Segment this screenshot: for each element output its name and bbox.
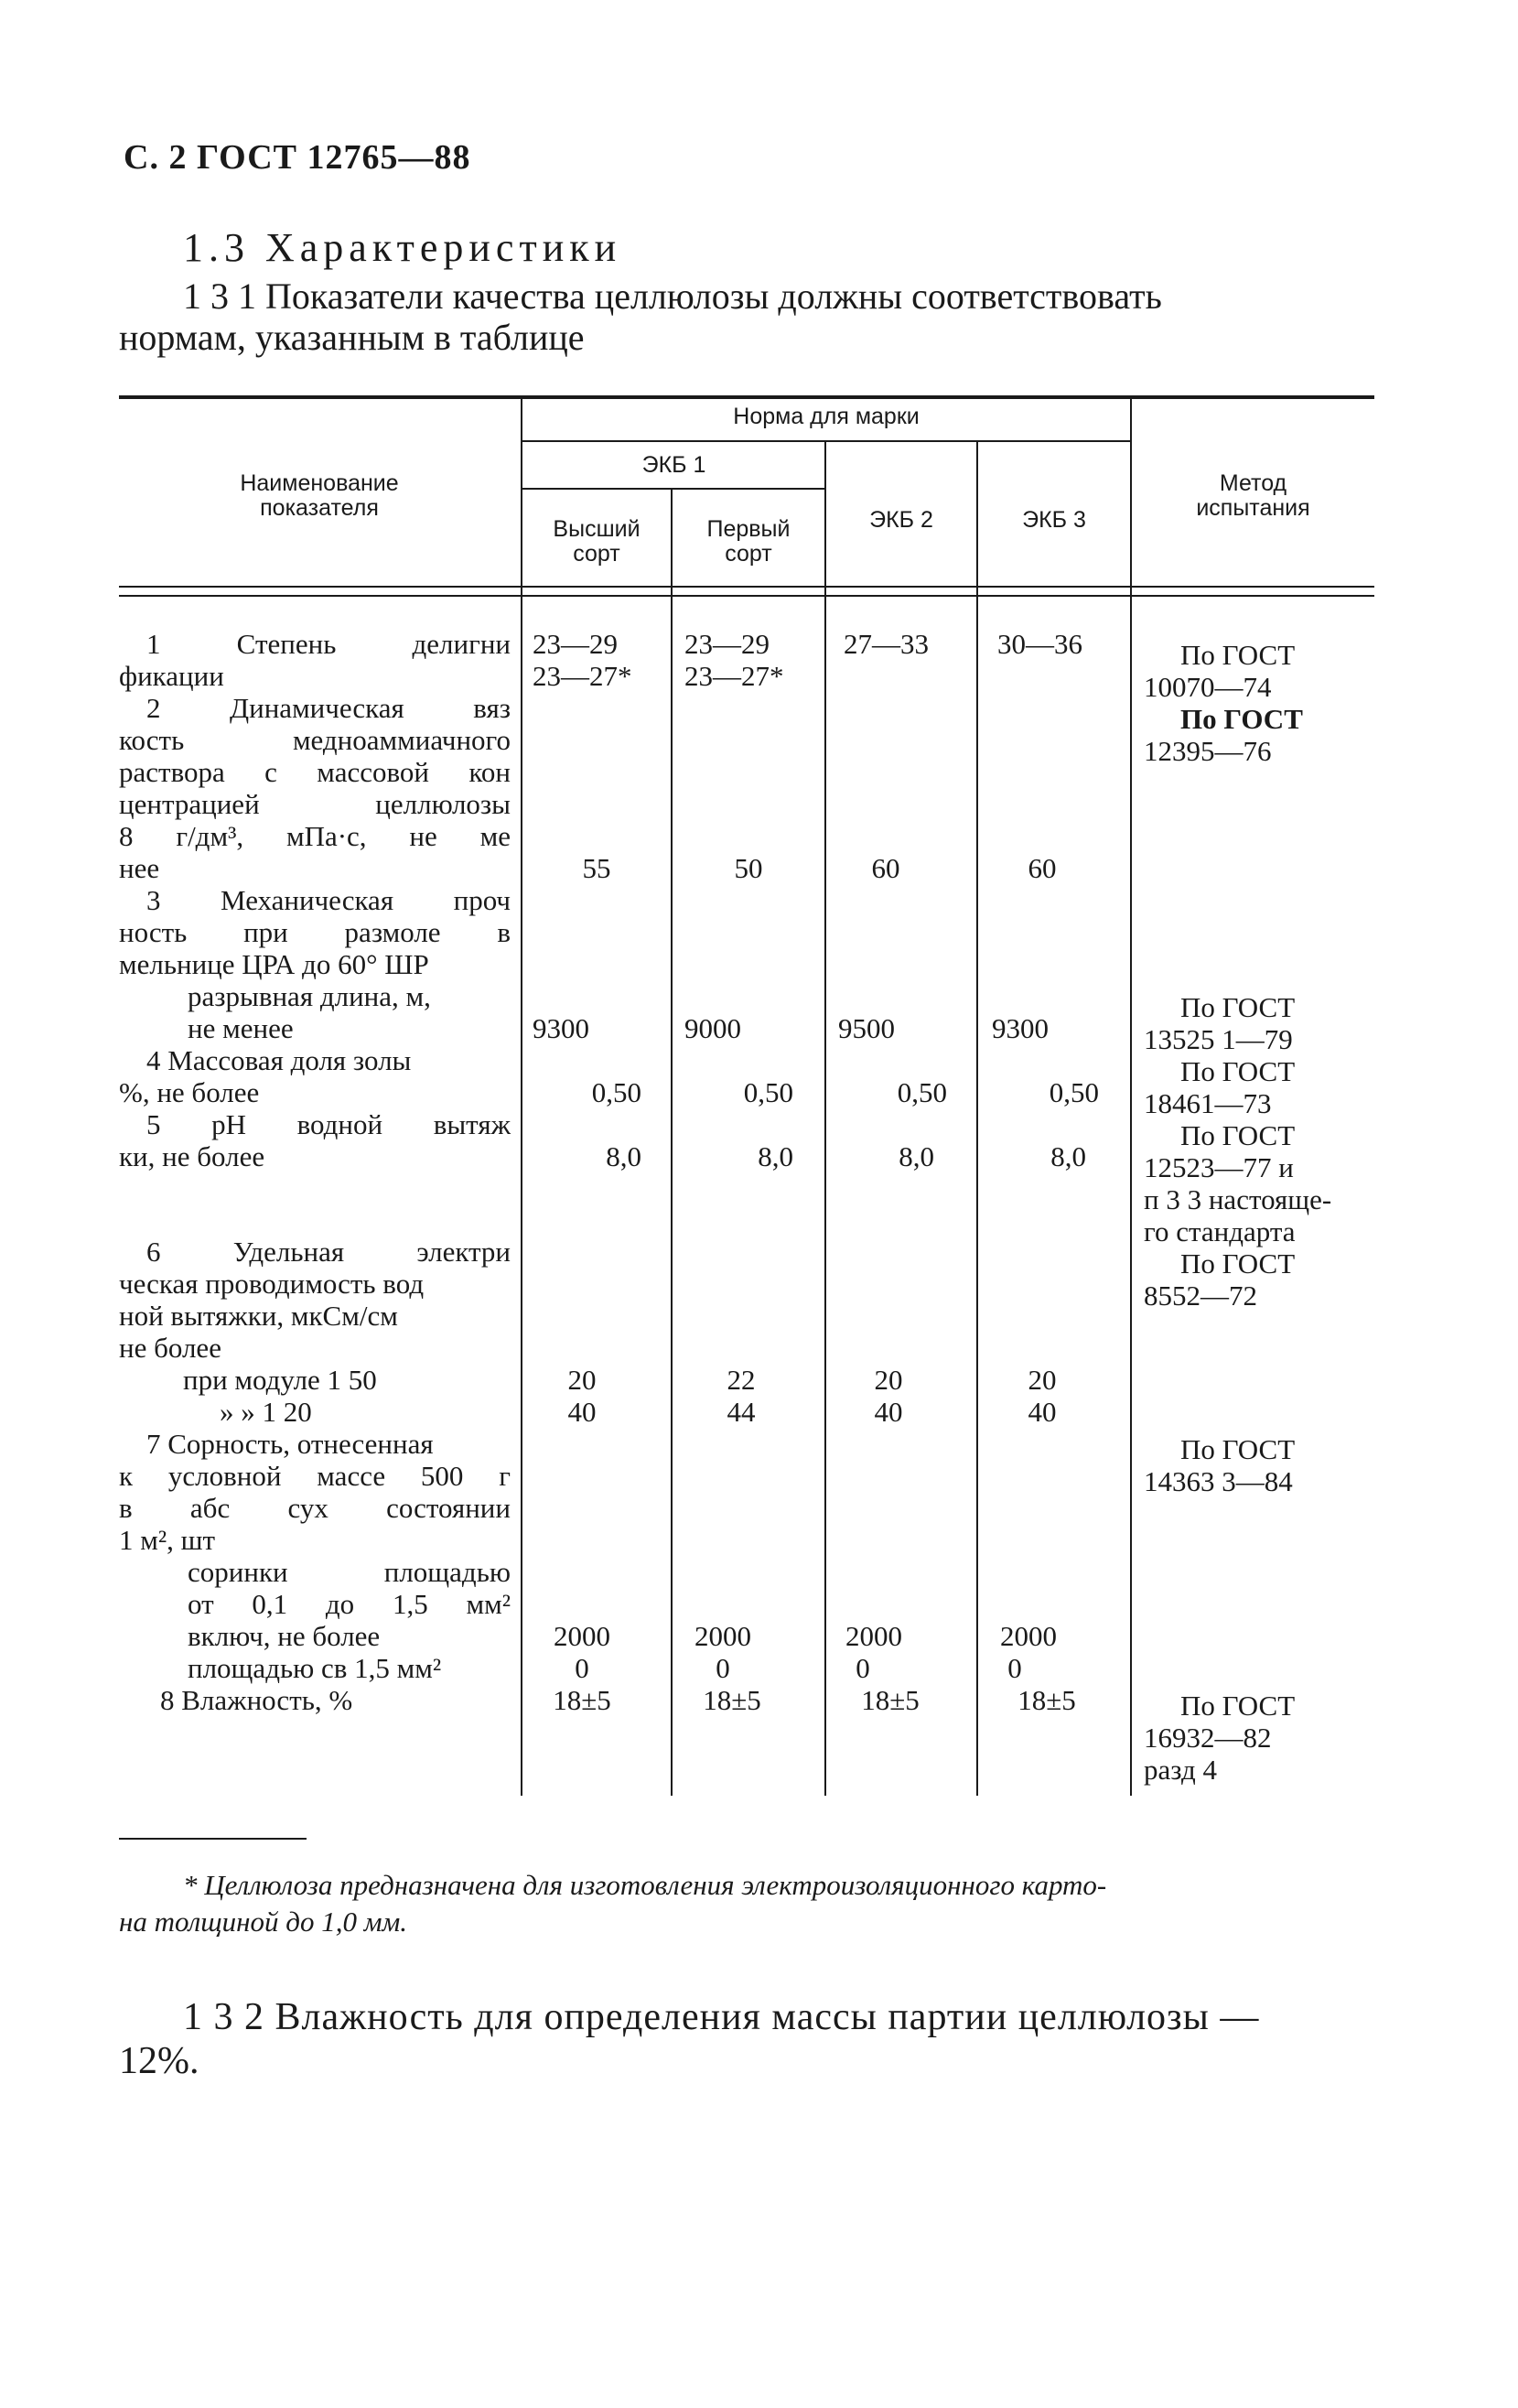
- header-norm: Норма для марки: [733, 404, 920, 429]
- value-cell: 2000: [694, 1620, 751, 1652]
- method-line: 13525 1—79: [1144, 1023, 1293, 1055]
- method-line: По ГОСТ: [1180, 1690, 1296, 1722]
- value-cell: 44: [727, 1396, 756, 1428]
- header-ekb3: ЭКБ 3: [1022, 507, 1086, 533]
- value-cell: 40: [874, 1396, 903, 1428]
- value-cell: 18±5: [861, 1684, 920, 1716]
- intro-line-1: 1 3 1 Показатели качества целлюлозы должны соответствовать: [183, 275, 1162, 317]
- name-line: площадью св 1,5 мм²: [188, 1652, 442, 1684]
- value-cell: 9300: [992, 1012, 1049, 1044]
- name-line: нее: [119, 852, 160, 884]
- method-line: По ГОСТ: [1180, 1247, 1296, 1280]
- name-line: от 0,1 до 1,5 мм²: [188, 1588, 511, 1620]
- value-cell: 18±5: [1017, 1684, 1076, 1716]
- name-line: при модуле 1 50: [183, 1364, 377, 1396]
- header-rule-1: [119, 586, 1374, 588]
- name-line: не более: [119, 1332, 221, 1364]
- value-cell: 0,50: [743, 1076, 793, 1108]
- header-rule-2: [119, 595, 1374, 597]
- value-cell: 23—29: [684, 628, 770, 660]
- name-line: 8 Влажность, %: [160, 1684, 353, 1716]
- method-line: разд 4: [1144, 1754, 1217, 1786]
- footnote-line-2: на толщиной до 1,0 мм.: [119, 1906, 408, 1938]
- header-top-grade: Высший сорт: [553, 516, 641, 567]
- value-cell: 8,0: [606, 1140, 641, 1172]
- value-cell: 0: [575, 1652, 589, 1684]
- ekb1-subrule: [522, 488, 826, 490]
- value-cell: 8,0: [758, 1140, 793, 1172]
- name-line: 4 Массовая доля золы: [146, 1044, 412, 1076]
- value-cell: 2000: [845, 1620, 902, 1652]
- name-line: 5 рН водной вытяж: [146, 1108, 511, 1140]
- name-line: ной вытяжки, мкСм/см: [119, 1300, 398, 1332]
- header-ekb2: ЭКБ 2: [869, 507, 933, 533]
- method-line: 16932—82: [1144, 1722, 1272, 1754]
- intro-line-2: нормам, указанным в таблице: [119, 317, 585, 358]
- value-cell: 40: [567, 1396, 597, 1428]
- page-header: С. 2 ГОСТ 12765—88: [124, 138, 471, 177]
- value-cell: 0: [856, 1652, 870, 1684]
- method-line: 12523—77 и: [1144, 1151, 1294, 1183]
- header-first-grade: Первый сорт: [706, 516, 791, 567]
- method-line: п 3 3 настояще-: [1144, 1183, 1332, 1215]
- footnote-rule: [119, 1838, 307, 1840]
- value-cell: 9000: [684, 1012, 741, 1044]
- value-cell: 0,50: [591, 1076, 641, 1108]
- value-cell: 9500: [838, 1012, 895, 1044]
- method-line: го стандарта: [1144, 1215, 1296, 1247]
- paragraph-1-3-2-line-2: 12%.: [119, 2040, 199, 2082]
- section-title: 1.3 Характеристики: [183, 225, 622, 270]
- value-cell: 0,50: [897, 1076, 947, 1108]
- value-cell: 0: [716, 1652, 730, 1684]
- method-line: По ГОСТ: [1180, 1433, 1296, 1465]
- name-line: %, не более: [119, 1076, 260, 1108]
- name-line: соринки площадью: [188, 1556, 511, 1588]
- value-cell: 18±5: [703, 1684, 761, 1716]
- name-line: центрацией целлюлозы: [119, 788, 511, 820]
- value-cell: 8,0: [1050, 1140, 1086, 1172]
- name-line: ность при размоле в: [119, 916, 511, 948]
- value-cell: 20: [874, 1364, 903, 1396]
- method-line: 10070—74: [1144, 671, 1272, 703]
- value-cell: 27—33: [844, 628, 929, 660]
- name-line: в абс сух состоянии: [119, 1492, 511, 1524]
- name-line: кость медноаммиачного: [119, 724, 511, 756]
- name-line: 2 Динамическая вяз: [146, 692, 511, 724]
- method-line: По ГОСТ: [1180, 703, 1303, 735]
- value-cell: 60: [871, 852, 900, 884]
- name-line: » » 1 20: [220, 1396, 312, 1428]
- name-line: 7 Сорность, отнесенная: [146, 1428, 434, 1460]
- header-method: Метод испытания: [1196, 470, 1310, 521]
- method-line: По ГОСТ: [1180, 1119, 1296, 1151]
- method-line: По ГОСТ: [1180, 1055, 1296, 1087]
- table-top-rule: [119, 395, 1374, 399]
- name-line: включ, не более: [188, 1620, 381, 1652]
- header-ekb1: ЭКБ 1: [641, 452, 706, 478]
- method-line: По ГОСТ: [1180, 991, 1296, 1023]
- value-cell: 60: [1028, 852, 1057, 884]
- value-cell: 8,0: [899, 1140, 934, 1172]
- name-line: разрывная длина, м,: [188, 980, 431, 1012]
- name-line: раствора с массовой кон: [119, 756, 511, 788]
- value-cell: 55: [582, 852, 611, 884]
- name-line: к условной массе 500 г: [119, 1460, 511, 1492]
- value-cell: 30—36: [997, 628, 1082, 660]
- value-cell: 2000: [554, 1620, 610, 1652]
- method-line: 12395—76: [1144, 735, 1272, 767]
- header-name: Наименование показателя: [240, 470, 399, 521]
- value-cell: 23—27*: [533, 660, 632, 692]
- name-line: 1 Степень делигни: [146, 628, 511, 660]
- method-line: 14363 3—84: [1144, 1465, 1293, 1497]
- method-line: 8552—72: [1144, 1280, 1257, 1312]
- method-line: По ГОСТ: [1180, 639, 1296, 671]
- name-line: фикации: [119, 660, 224, 692]
- value-cell: 50: [734, 852, 763, 884]
- value-cell: 20: [1028, 1364, 1057, 1396]
- value-cell: 40: [1028, 1396, 1057, 1428]
- name-line: 1 м², шт: [119, 1524, 216, 1556]
- name-line: мельнице ЦРА до 60° ШР: [119, 948, 429, 980]
- footnote-line-1: * Целлюлоза предназначена для изготовления электроизоляционного карто-: [183, 1869, 1107, 1901]
- method-line: 18461—73: [1144, 1087, 1272, 1119]
- value-cell: 20: [567, 1364, 597, 1396]
- col-divider-3: [824, 442, 826, 1796]
- value-cell: 22: [727, 1364, 756, 1396]
- name-line: 3 Механическая проч: [146, 884, 511, 916]
- col-divider-4: [976, 442, 978, 1796]
- value-cell: 2000: [1000, 1620, 1057, 1652]
- name-line: ки, не более: [119, 1140, 265, 1172]
- name-line: не менее: [188, 1012, 294, 1044]
- value-cell: 9300: [533, 1012, 589, 1044]
- name-line: ческая проводимость вод: [119, 1268, 425, 1300]
- col-divider-5: [1130, 397, 1132, 1796]
- name-line: 6 Удельная электри: [146, 1236, 511, 1268]
- value-cell: 0,50: [1049, 1076, 1099, 1108]
- value-cell: 23—27*: [684, 660, 784, 692]
- value-cell: 18±5: [553, 1684, 611, 1716]
- value-cell: 0: [1007, 1652, 1022, 1684]
- value-cell: 23—29: [533, 628, 618, 660]
- paragraph-1-3-2-line-1: 1 3 2 Влажность для определения массы партии целлюлозы —: [183, 1996, 1260, 2038]
- name-line: 8 г/дм³, мПа·с, не ме: [119, 820, 511, 852]
